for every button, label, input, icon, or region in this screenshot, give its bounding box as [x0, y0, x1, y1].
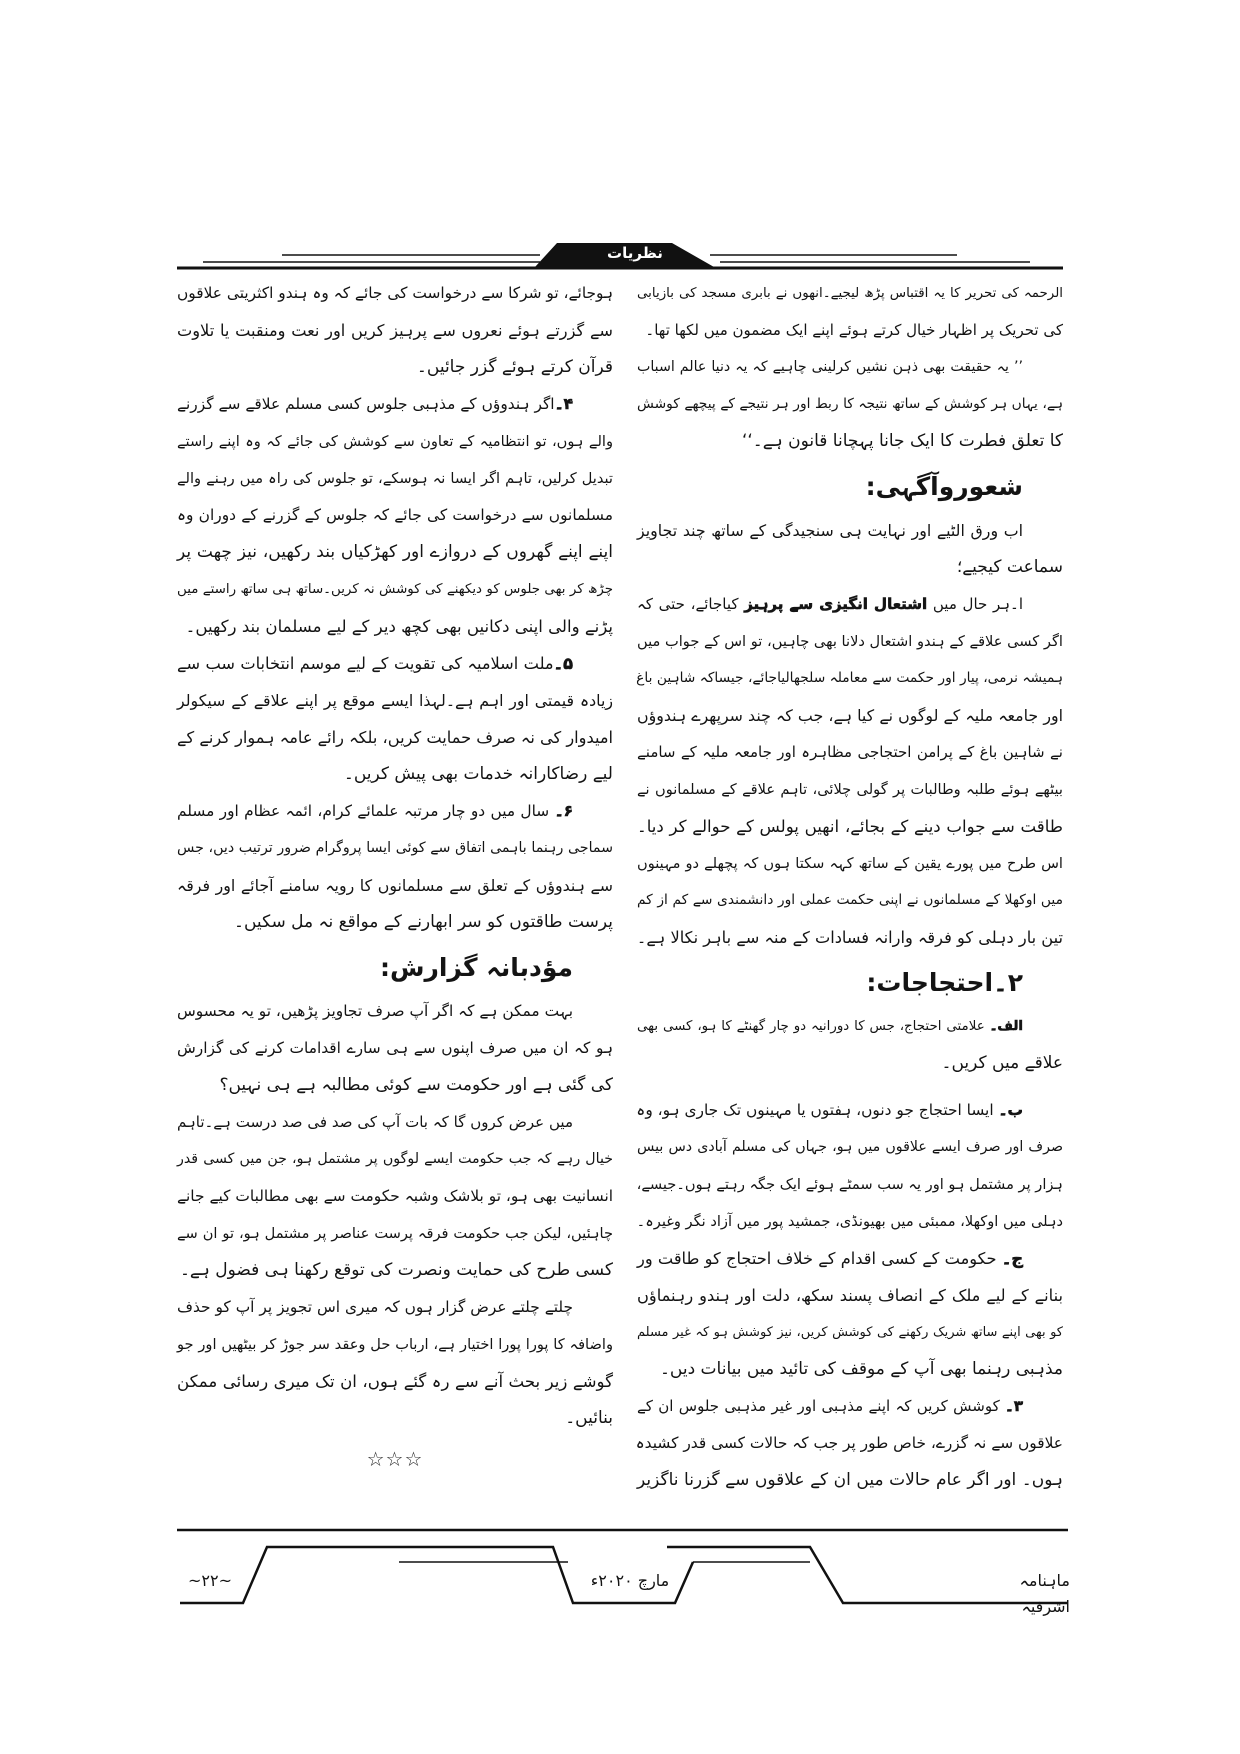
footer-magazine-name: ماہنامہ اشرفیہ	[1019, 1571, 1070, 1616]
text-line: کا تعلق فطرت کا ایک جانا پہچانا قانون ہے۔‘‘	[742, 431, 1063, 451]
paragraph	[637, 1240, 1063, 1388]
paragraph	[177, 1289, 613, 1437]
text-line: کو بھی اپنے ساتھ شریک رکھنے کی کوشش کریں، نیز کوشش ہو کہ غیر مسلم	[637, 1325, 1063, 1340]
section-heading: ۲۔احتجاجات:	[866, 968, 1023, 997]
text-line: زیادہ قیمتی اور اہم ہے۔لہذا ایسے موقع پر اپنے علاقے کے سیکولر	[177, 691, 613, 710]
paragraph	[177, 1104, 613, 1289]
emphasis-text: ۳۔	[1005, 1397, 1023, 1415]
text-line	[637, 1008, 1063, 1045]
paragraph	[637, 1008, 1063, 1082]
paragraph	[177, 993, 613, 1104]
paragraph	[637, 1388, 1063, 1499]
text-line: واضافہ کا پورا پورا اختیار ہے، ارباب حل وعقد سر جوڑ کر بیٹھیں اور جو	[177, 1336, 613, 1353]
text-line: امیدوار کی نہ صرف حمایت کریں، بلکہ رائے عامہ ہموار کرنے کے	[177, 728, 613, 747]
text-line	[637, 586, 1063, 623]
text-line: اور جامعہ ملیہ کے لوگوں نے کیا ہے، جب کہ چند سرپھرے ہندوؤں	[637, 706, 1063, 725]
text-line: بیٹھے ہوئے طلبہ وطالبات پر گولی چلائی، تاہم علاقے کے مسلمانوں نے	[637, 781, 1063, 798]
text-line	[177, 645, 613, 682]
text-segment: اگر ہندوؤں کے مذہبی جلوس کسی مسلم علاقے سے گزرنے	[177, 395, 555, 413]
text-segment: کیاجائے، حتی کہ	[637, 595, 745, 613]
text-line: میں اوکھلا کے مسلمانوں نے اپنی حکمت عملی اور دانشمندی سے کم از کم	[637, 892, 1063, 908]
emphasis-text: اشتعال انگیزی سے پرہیز	[744, 595, 928, 613]
text-segment: ا۔ہر حال میں	[927, 595, 1024, 613]
text-line: علاقوں سے نہ گزرے، خاص طور پر جب کہ حالات کسی قدر کشیدہ	[635, 1434, 1063, 1452]
text-line	[177, 793, 613, 830]
text-line: سماجی رہنما باہمی اتفاق سے کوئی ایسا پروگرام ضرور ترتیب دیں، جس	[177, 840, 613, 856]
emphasis-text: الف۔	[989, 1019, 1023, 1034]
text-line: چاہئیں، لیکن جب حکومت فرقہ پرست عناصر پر مشتمل ہو، تو ان سے	[177, 1225, 613, 1242]
left-column	[177, 275, 613, 1481]
text-line: ہمیشہ نرمی، پیار اور حکمت سے معاملہ سلجھالیاجائے، جیساکہ شاہین باغ	[636, 670, 1063, 686]
paragraph-gap	[637, 1082, 1063, 1092]
text-line: ہوجائے، تو شرکا سے درخواست کی جائے کہ وہ ہندو اکثریتی علاقوں	[177, 284, 613, 302]
emphasis-text: ۵۔	[553, 654, 573, 673]
text-line: اگر کسی علاقے کے ہندو اشتعال دلانا بھی چاہیں، تو اس کے جواب میں	[637, 633, 1063, 650]
text-line: بہت ممکن ہے کہ اگر آپ صرف تجاویز پڑھیں، تو یہ محسوس	[177, 1002, 573, 1020]
section-heading: شعوروآگہی:	[865, 472, 1023, 501]
text-line: لیے رضاکارانہ خدمات بھی پیش کریں۔	[343, 764, 613, 784]
text-line: صرف اور صرف ایسے علاقوں میں ہو، جہاں کی مسلم آبادی دس بیس	[637, 1139, 1063, 1155]
text-line: بنائیں۔	[565, 1408, 613, 1428]
text-segment: ملت اسلامیہ کی تقویت کے لیے موسم انتخابات سب سے	[177, 654, 554, 673]
text-line: بنانے کے لیے ملک کے انصاف پسند سکھ، دلت اور ہندو رہنماؤں	[637, 1286, 1063, 1305]
text-segment: کوشش کریں کہ اپنے مذہبی اور غیر مذہبی جلوس ان کے	[637, 1397, 1006, 1415]
emphasis-text: ب۔	[998, 1101, 1023, 1119]
text-line: گوشے زیر بحث آنے سے رہ گئے ہوں، ان تک میری رسائی ممکن	[177, 1372, 613, 1391]
text-segment: حکومت کے کسی اقدام کے خلاف احتجاج کو طاقت ور	[637, 1249, 1002, 1268]
right-column	[637, 275, 1063, 1499]
text-line	[177, 386, 613, 423]
paragraph	[177, 386, 613, 645]
text-line: ہو کہ ان میں صرف اپنوں سے ہی سارے اقدامات کرنے کی گزارش	[177, 1039, 613, 1057]
text-line: کسی طرح کی حمایت ونصرت کی توقع رکھنا ہی فضول ہے۔	[179, 1260, 613, 1280]
text-line: سماعت کیجیے؛	[956, 557, 1063, 577]
paragraph	[637, 512, 1063, 586]
paragraph	[637, 275, 1063, 349]
text-line: نے شاہین باغ کے پرامن احتجاجی مظاہرہ اور جامعہ ملیہ کے سامنے	[637, 743, 1063, 761]
text-line: خیال رہے کہ جب حکومت ایسے لوگوں پر مشتمل ہو، جن میں کسی قدر	[177, 1151, 613, 1167]
text-line: کی تحریک پر اظہار خیال کرتے ہوئے اپنے ایک مضمون میں لکھا تھا۔	[645, 321, 1063, 339]
text-segment: سال میں دو چار مرتبہ علمائے کرام، ائمہ عظام اور مسلم	[177, 802, 555, 820]
text-segment: ایسا احتجاج جو دنوں، ہفتوں یا مہینوں تک جاری ہو، وہ	[636, 1101, 999, 1119]
text-line: والے ہوں، تو انتظامیہ کے تعاون سے کوشش کی جائے کہ وہ اپنے راستے	[177, 433, 613, 450]
text-line: پڑنے والی اپنی دکانیں بھی کچھ دیر کے لیے مسلمان بند رکھیں۔	[185, 617, 613, 636]
emphasis-text: ۶۔	[554, 802, 573, 820]
text-line: ہزار پر مشتمل ہو اور یہ سب سمٹے ہوئے ایک جگہ رہتے ہوں۔جیسے،	[636, 1176, 1063, 1193]
text-line: الرحمہ کی تحریر کا یہ اقتباس پڑھ لیجیے۔انھوں نے بابری مسجد کی بازیابی	[637, 286, 1063, 301]
section-heading: مؤدبانہ گزارش:	[379, 953, 573, 982]
text-line: دہلی میں اوکھلا، ممبئی میں بھیونڈی، جمشید پور میں آزاد نگر وغیرہ۔	[636, 1213, 1063, 1230]
paragraph	[637, 1092, 1063, 1240]
text-line: کی گئی ہے اور حکومت سے کوئی مطالبہ ہے ہی نہیں؟	[219, 1075, 613, 1095]
text-line	[637, 1240, 1063, 1277]
footer-page-number: ~۲۲~	[188, 1571, 232, 1590]
text-line: تین بار دہلی کو فرقہ وارانہ فسادات کے منہ سے باہر نکالا ہے۔	[636, 928, 1063, 947]
text-line: مسلمانوں سے درخواست کی جائے کہ جلوس کے گزرنے کے دوران وہ	[177, 506, 613, 524]
paragraph	[177, 793, 613, 941]
text-segment: علامتی احتجاج، جس کا دورانیہ دو چار گھنٹے کا ہو، کسی بھی	[637, 1019, 990, 1034]
text-line: اپنے اپنے گھروں کے دروازے اور کھڑکیاں بند رکھیں، نیز چھت پر	[177, 542, 613, 562]
section-tab-label: نظریات	[607, 244, 663, 262]
text-line: چلتے چلتے عرض گزار ہوں کہ میری اس تجویز پر آپ کو حذف	[177, 1298, 573, 1316]
text-line	[637, 1388, 1063, 1425]
text-line: میں عرض کروں گا کہ بات آپ کی صد فی صد درست ہے۔تاہم	[177, 1113, 573, 1131]
text-line: ہوں۔ اور اگر عام حالات میں ان کے علاقوں سے گزرنا ناگزیر	[637, 1470, 1063, 1490]
text-line: قرآن کرتے ہوئے گزر جائیں۔	[416, 357, 613, 377]
text-line	[637, 1092, 1063, 1129]
text-line: سے ہندوؤں کے تعلق سے مسلمانوں کا رویہ سامنے آجائے اور فرقہ	[177, 876, 613, 895]
text-line: طاقت سے جواب دینے کے بجائے، انھیں پولس کے حوالے کر دیا۔	[637, 817, 1063, 836]
footer-issue-date: مارچ ۲۰۲۰ء	[590, 1571, 670, 1590]
paragraph	[177, 275, 613, 386]
text-line: سے گزرتے ہوئے نعروں سے پرہیز کریں اور نعت ومنقبت یا تلاوت	[177, 321, 613, 340]
text-line: ’’ یہ حقیقت بھی ذہن نشیں کرلینی چاہیے کہ یہ دنیا عالم اسباب	[637, 359, 1023, 375]
paragraph	[637, 586, 1063, 956]
emphasis-text: ۴۔	[554, 395, 573, 413]
text-line: پرست طاقتوں کو سر ابھارنے کے مواقع نہ مل سکیں۔	[234, 912, 613, 932]
paragraph	[177, 645, 613, 793]
paragraph	[637, 349, 1063, 460]
text-line: علاقے میں کریں۔	[941, 1053, 1063, 1073]
emphasis-text: ج۔	[1001, 1249, 1023, 1268]
text-line: اس طرح میں پورے یقین کے ساتھ کہہ سکتا ہوں کہ پچھلے دو مہینوں	[637, 855, 1063, 872]
text-line: مذہبی رہنما بھی آپ کے موقف کی تائید میں بیانات دیں۔	[659, 1359, 1063, 1379]
text-line: تبدیل کرلیں، تاہم اگر ایسا نہ ہوسکے، تو جلوس کی راہ میں رہنے والے	[177, 470, 613, 487]
end-stars: ☆☆☆	[366, 1447, 424, 1471]
text-line: اب ورق الٹیے اور نہایت ہی سنجیدگی کے ساتھ چند تجاویز	[637, 521, 1023, 540]
text-line: چڑھ کر بھی جلوس کو دیکھنے کی کوشش نہ کریں۔ساتھ ہی ساتھ راستے میں	[177, 582, 613, 597]
text-line: ہے، یہاں ہر کوشش کے ساتھ نتیجہ کا ربط اور ہر نتیجے کے پیچھے کوشش	[637, 396, 1063, 412]
text-line: انسانیت بھی ہو، تو بلاشک وشبہ حکومت سے بھی مطالبات کیے جانے	[177, 1187, 613, 1205]
